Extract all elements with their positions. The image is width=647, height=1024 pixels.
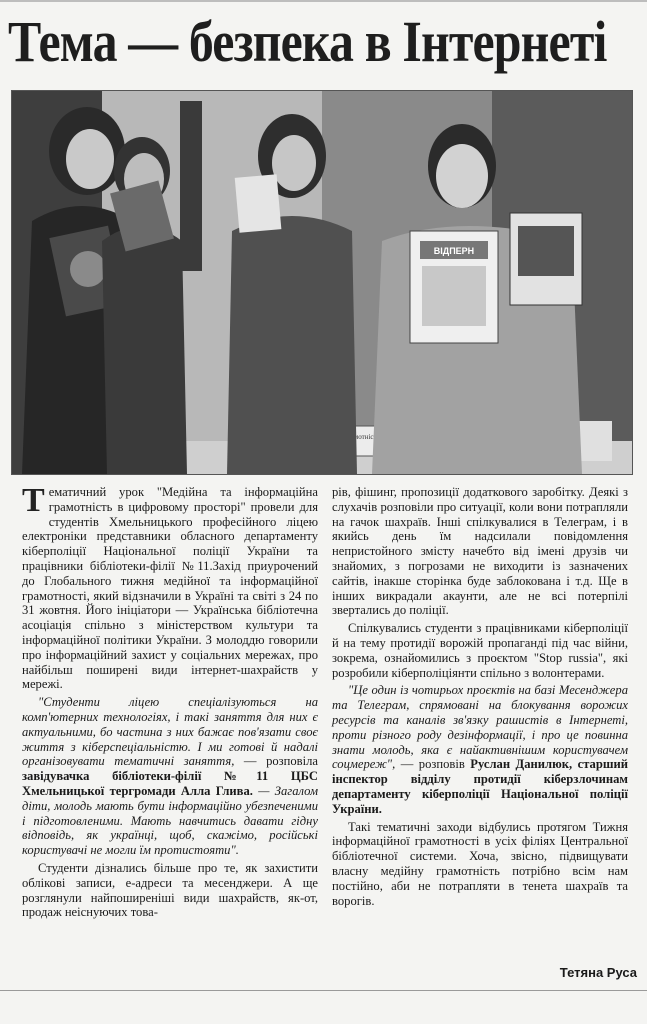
cyberpolice-text: Спілкувались студенти з працівниками кіберполіції й на тему протидії ворожій пропаганді під час війни, зокрема, ознайомились з проєктом "Stop russia", які розробили кіберполіціянти спільно з волонтерами. — [332, 621, 628, 680]
quote2-text: "Це один із чотирьох проєктів на базі Месенджера та Телеграм, спрямовані на блокування ворожих ресурсів та каналів зв'язку рашистів в Інтернеті, проти різного роду дезінформації, і про це повинна знати молодь, яка є найактивнішим користувачем соцмереж", — [332, 683, 628, 772]
poster-title-text: ВІДПЕРН — [433, 246, 475, 256]
continued-text: рів, фішинг, пропозиції додаткового заробітку. Деякі з слухачів розповіли про ситуації, коли вони потрапляли на гачок шахраїв. Інші спілкувалися в Телеграм, і в якийсь день їм надсилали повідомлення непристойного змісту начебто від імені друзів чи знайомих, з погрозами не виходити із зазначених сайтів, інакше сторінка буде заблокована і т.д. Ще в інших викрадали акаунти, але не всі потерпілі звертались до поліції. — [332, 485, 628, 618]
students-text: Студенти дізнались більше про те, як захистити облікові записи, е-адреси та месенджери. А ще розглянули найпоширеніші види шахрайств, як-от, продаж неіснуючих това- — [22, 860, 318, 920]
column-left — [22, 482, 318, 923]
paragraph-conclusion — [332, 820, 628, 909]
paragraph-quote-2 — [332, 683, 628, 816]
quote2-said: — розповів — [395, 757, 471, 772]
paragraph-quote-1 — [22, 695, 318, 858]
photo-illustration — [12, 91, 632, 474]
column-right — [332, 485, 628, 911]
quote-said: — розповіла — [234, 754, 318, 769]
article-headline: Тема — безпека в Інтернеті — [8, 9, 607, 74]
quote2-author: Руслан Данилюк, старший інспектор відділу протидії кіберзлочинам департаменту кіберполіції Національної поліції України. — [332, 757, 628, 816]
conclusion-text: Такі тематичні заходи відбулись протягом Тижня інформаційної грамотності в усіх філіях Центральної бібліотечної системи. Хоча, звісно, підвищувати власну медійну грамотність потрібно всім нам постійно, аби не потрапляти в тенета шахраїв та ворогів. — [332, 819, 628, 908]
article-body — [22, 482, 634, 985]
bottom-rule — [0, 990, 647, 991]
paragraph-continued — [332, 485, 628, 618]
paragraph-students — [22, 861, 318, 920]
dropcap-letter: Т — [22, 482, 45, 519]
quote-author: завідувачка бібліотеки-філії №11 ЦБС Хмельницької тергромади Алла Глива. — [22, 769, 318, 798]
article-photo — [11, 90, 633, 475]
paragraph-intro — [22, 482, 318, 692]
quote-continuation: — Загалом діти, молодь мають бути інформаційно убезпеченими і підготовленими. Мають навчитись давати гідну відповідь, як українці, щоб, скажімо, російські користувачі не могли їм протистояти". — [22, 783, 318, 858]
quote-text: "Студенти ліцею спеціалізуються на комп'ютерних технологіях, і такі заняття для них є актуальними, бо частина з них бажає пов'язати своє життя з кіберспеціальністю. І ми готові й надалі організовувати тематичні заняття, — [22, 695, 318, 769]
intro-text: ематичний урок "Медійна та інформаційна грамотність в цифровому просторі" провели для студентів Хмельницького професійного ліцею електроніки представники обласного департаменту кіберполіції Національної поліції України та працівники бібліотеки-філії №11.Захід приурочений до Глобального тижня медійної та інформаційної грамотності, який відзначили в Україні та світі з 24 по 31 жовтня. Його ініціатори — Українська бібліотечна асоціація спільно з міністерством культури та інформаційної політики України. З молоддю говорили про інформаційний захист у соціальних мережах, про найбільш поширені види інтернет-шахрайств у мережі. — [22, 485, 318, 692]
author-signature: Тетяна Руса — [559, 965, 637, 980]
paragraph-cyberpolice — [332, 621, 628, 680]
